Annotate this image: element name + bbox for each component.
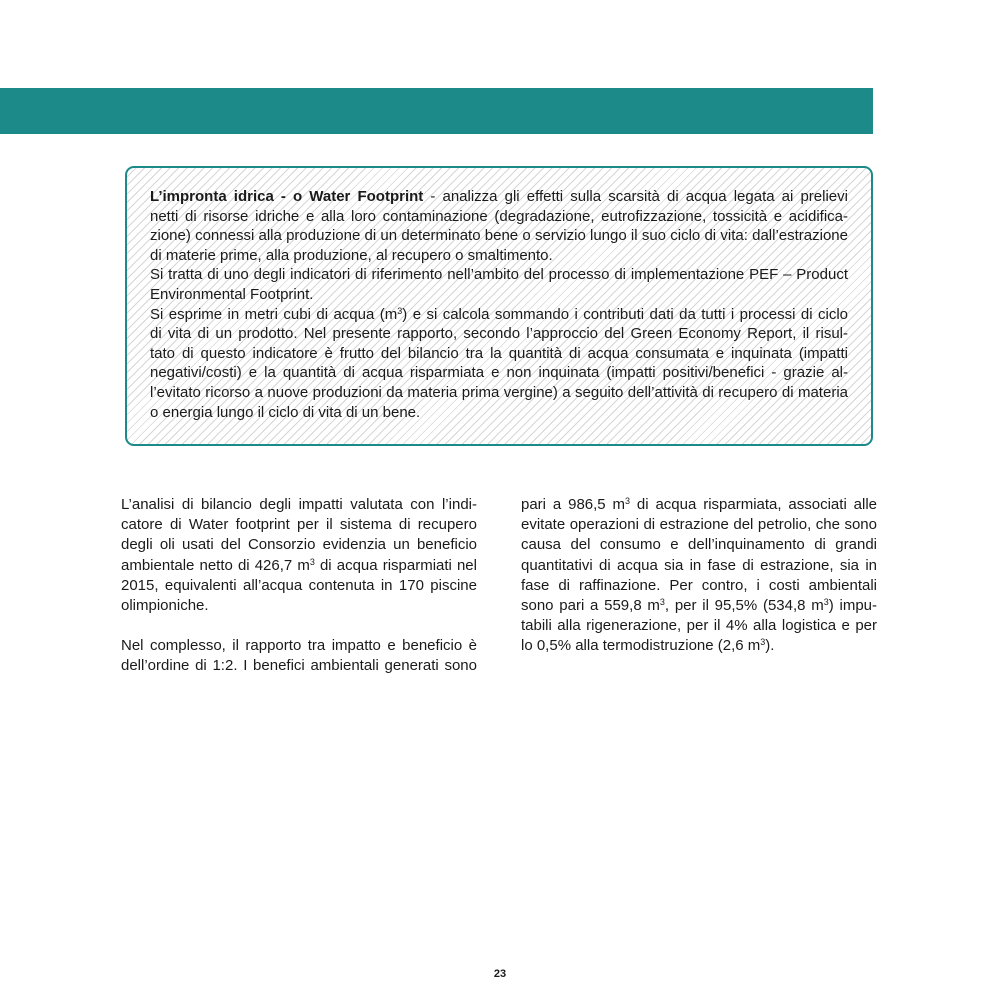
definition-line: zione) connessi alla produzione di un determinato bene o servizio lungo il suo ciclo di vita: dall’estrazione xyxy=(150,227,848,245)
definition-line: negativi/costi) e la quantità di acqua risparmiata e non inquinata (impatti positivi/benefici - grazie al- xyxy=(150,364,848,382)
definition-line: l’evitato ricorso a nuove produzioni da materia prima vergine) a seguito dell’attività di recupero di materia xyxy=(150,383,848,401)
body-line: olimpioniche. xyxy=(121,597,209,615)
body-line: L’analisi di bilancio degli impatti valutata con l’indi- xyxy=(121,496,477,513)
body-column-right xyxy=(521,495,877,657)
body-line: 2015, equivalenti all’acqua contenuta in 170 piscine xyxy=(121,576,477,594)
superscript: 3 xyxy=(659,597,665,608)
definition-box xyxy=(125,166,873,446)
superscript: 3 xyxy=(760,637,766,648)
page-number: 23 xyxy=(493,968,507,980)
body-column-left xyxy=(121,495,477,677)
paragraph-gap xyxy=(121,616,477,636)
definition-line: Si esprime in metri cubi di acqua (m xyxy=(150,305,398,323)
body-line: quantitativi di acqua sia in fase di estrazione, sia in xyxy=(521,556,877,574)
definition-text xyxy=(150,187,848,422)
body-line: ). xyxy=(765,637,775,655)
body-line: di acqua risparmiata, associati alle xyxy=(630,496,878,513)
body-line: lo 0,5% alla termodistruzione (2,6 m xyxy=(521,637,761,655)
definition-line: tato di questo indicatore è frutto del bilancio tra la quantità di acqua consumata e inquinata (impatti xyxy=(150,344,848,362)
definition-line: o energia lungo il ciclo di vita di un bene. xyxy=(150,403,421,421)
body-line: catore di Water footprint per il sistema di recupero xyxy=(121,516,477,534)
body-line: di acqua risparmiati nel xyxy=(314,556,477,574)
definition-line: ) e si calcola sommando i contributi dati da tutti i processi di ciclo xyxy=(402,305,849,323)
superscript: 3 xyxy=(309,556,315,567)
body-line: Nel complesso, il rapporto tra impatto e beneficio è xyxy=(121,637,477,655)
definition-lead: L’impronta idrica - o Water Footprint xyxy=(150,188,424,205)
body-line: tabili alla rigenerazione, per il 4% alla logistica e per xyxy=(521,617,877,635)
body-line: degli oli usati del Consorzio evidenzia un beneficio xyxy=(121,536,477,554)
body-line: evitate operazioni di estrazione del petrolio, che sono xyxy=(521,516,877,534)
body-line: sono pari a 559,8 m xyxy=(521,597,660,615)
definition-line: di vita di un prodotto. Nel presente rapporto, secondo l’approccio del Green Economy Report, il risul- xyxy=(150,325,848,343)
body-line: fase di raffinazione. Per contro, i costi ambientali xyxy=(521,576,877,594)
body-line: pari a 986,5 m xyxy=(521,496,626,513)
definition-line: - analizza gli effetti sulla scarsità di acqua legata ai prelievi xyxy=(423,188,848,205)
body-line: ) impu- xyxy=(828,597,877,615)
body-line: dell’ordine di 1:2. I benefici ambientali generati sono xyxy=(121,657,477,675)
header-band xyxy=(0,88,873,134)
definition-line: netti di risorse idriche e alla loro contaminazione (degradazione, eutrofizzazione, tossicità e acidifica- xyxy=(150,207,848,225)
superscript: 3 xyxy=(625,496,631,506)
body-line: , per il 95,5% (534,8 m xyxy=(664,597,824,615)
definition-line: di materie prime, alla produzione, al recupero o smaltimento. xyxy=(150,246,553,264)
body-line: ambientale netto di 426,7 m xyxy=(121,556,310,574)
superscript: 3 xyxy=(823,597,829,608)
superscript: 3 xyxy=(397,305,403,316)
body-line: causa del consumo e dell’inquinamento di grandi xyxy=(521,536,877,554)
definition-line: Si tratta di uno degli indicatori di riferimento nell’ambito del processo di implementazione PEF – Product xyxy=(150,266,848,284)
definition-line: Environmental Footprint. xyxy=(150,285,314,303)
